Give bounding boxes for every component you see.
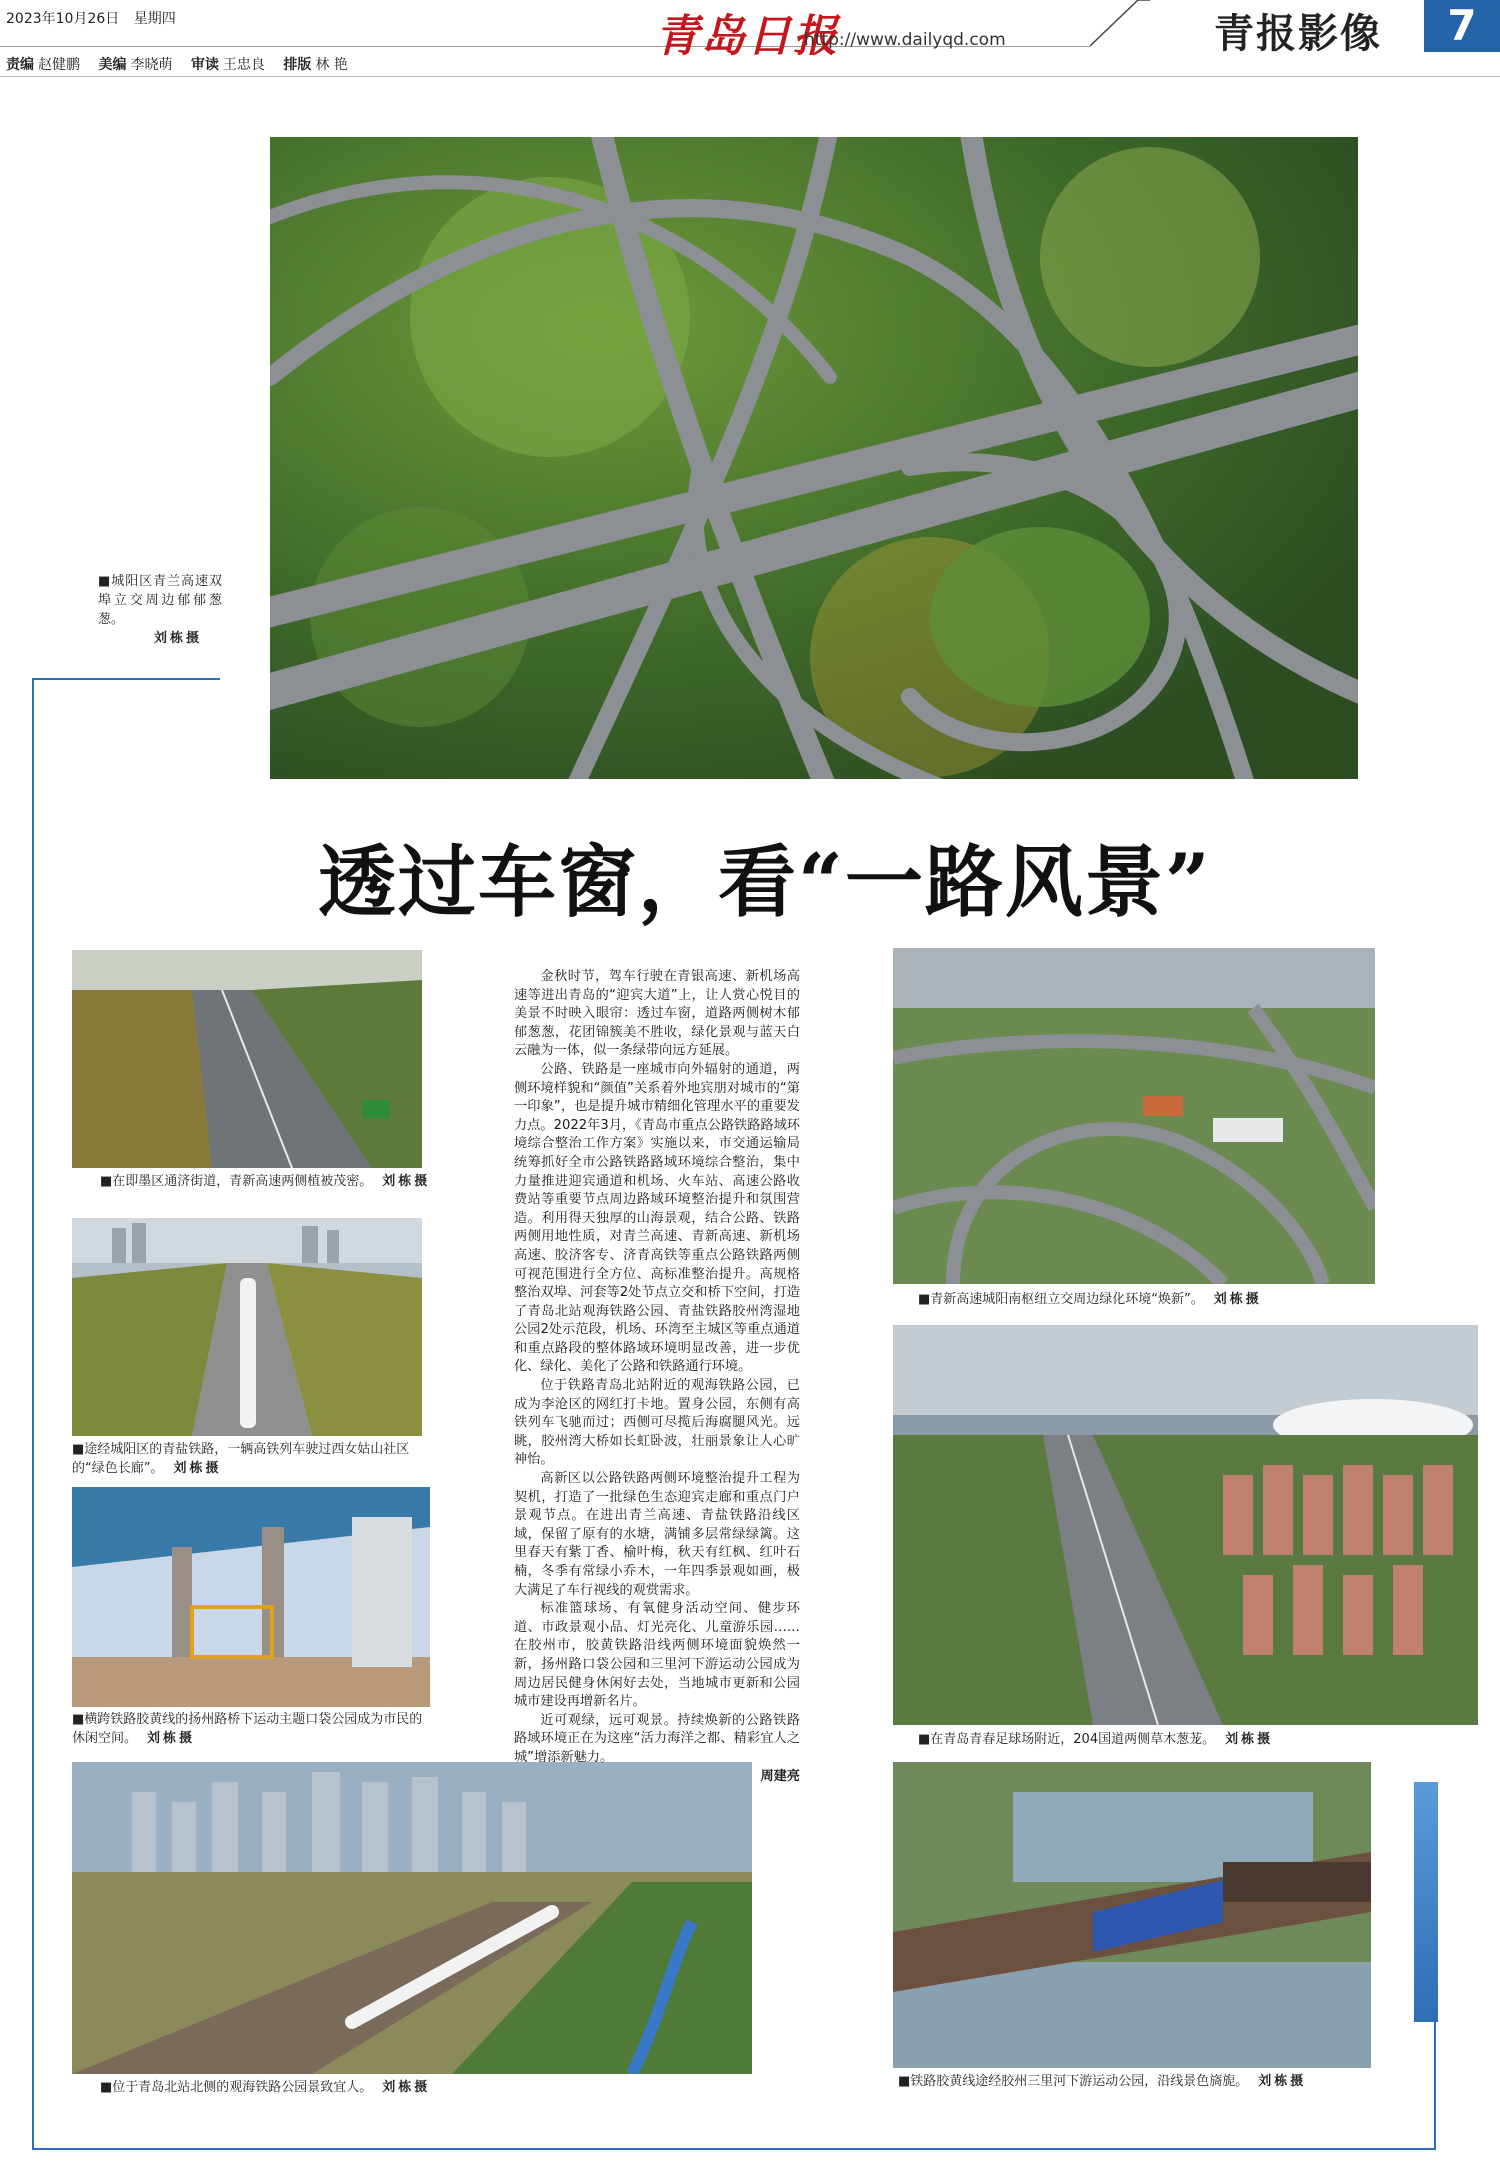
- photo-qingxin-expressway: [72, 950, 422, 1168]
- issue-date: [6, 8, 186, 28]
- website-link[interactable]: http://www.dailyqd.com: [804, 30, 1006, 50]
- credit-role: 责编: [6, 57, 34, 73]
- caption-text: ■在青岛青春足球场附近，204国道两侧草木葱茏。: [918, 1732, 1216, 1747]
- caption-text: ■青新高速城阳南枢纽立交周边绿化环境“焕新”。: [918, 1292, 1204, 1307]
- caption-l3: [72, 1710, 432, 1748]
- section-title: 青报影像: [1214, 10, 1382, 57]
- page-number: 7: [1424, 0, 1500, 52]
- caption-r2: [918, 1730, 1388, 1749]
- caption-l1: [100, 1172, 440, 1191]
- photo-interchange-aerial: [270, 137, 1358, 779]
- editor-credits: [6, 54, 362, 74]
- article-body: [514, 968, 800, 1786]
- caption-text: ■途经城阳区的青盐铁路，一辆高铁列车驶过西女姑山社区的“绿色长廊”。: [72, 1442, 410, 1476]
- credit-role: 美编: [98, 57, 127, 73]
- article-paragraph: 近可观绿，远可观景。持续焕新的公路铁路路域环境正在为这座“活力海洋之都、精彩宜人之城”增添新魅力。: [514, 1712, 800, 1765]
- photo-pocket-park: [72, 1487, 430, 1707]
- decorative-side-bar: [1414, 1782, 1438, 2022]
- header-bottom-rule: [0, 76, 1500, 77]
- newspaper-logo: 青岛日报: [655, 11, 839, 62]
- headline: 透过车窗，看“一路风景”: [318, 837, 1212, 928]
- frame-line-right: [1434, 2020, 1436, 2150]
- photo-national-road-204: [893, 1325, 1478, 1725]
- article-author: 周建亮: [760, 1768, 800, 1784]
- caption-top: [98, 572, 222, 648]
- photo-sanlihe-park-rail: [893, 1762, 1371, 2068]
- article-paragraph: 高新区以公路铁路两侧环境整治提升工程为契机，打造了一批绿色生态迎宾走廊和重点门户景观节点。在进出青兰高速、青盐铁路沿线区域，保留了原有的水塘，满铺多层常绿绿篱。这里春天有紫丁香、榆叶梅，秋天有红枫、红叶石楠，冬季有常绿小乔木，一年四季景观如画，极大满足了车行视线的观赏需求。: [514, 1471, 800, 1598]
- article-paragraph: 位于铁路青岛北站附近的观海铁路公园，已成为李沧区的网红打卡地。置身公园，东侧有高铁列车飞驰而过；西侧可尽揽后海腐腿风光。远眺，胶州湾大桥如长虹卧波，壮丽景象让人心旷神怡。: [514, 1378, 800, 1468]
- caption-credit: 刘栋摄: [147, 1731, 196, 1746]
- photo-chengyang-south-hub: [893, 948, 1375, 1284]
- caption-l4: [100, 2078, 720, 2097]
- photo-qingyan-railway: [72, 1218, 422, 1436]
- frame-line-top: [32, 678, 220, 680]
- caption-credit: 刘栋摄: [382, 2080, 431, 2095]
- credit-name: 林 艳: [315, 57, 348, 73]
- article-paragraph: 标准篮球场、有氧健身活动空间、健步环道、市政景观小品、灯光亮化、儿童游乐园……在胶州市，胶黄铁路沿线两侧环境面貌焕然一新，扬州路口袋公园和三里河下游运动公园成为周边居民健身休闲好去处，当地城市更新和公园城市建设再增新名片。: [514, 1601, 800, 1710]
- caption-l2: [72, 1440, 422, 1478]
- caption-text: ■铁路胶黄线途经胶州三里河下游运动公园，沿线景色旖旎。: [898, 2074, 1249, 2089]
- caption-credit: 刘栋摄: [173, 1461, 222, 1476]
- header-slant-rule: [1090, 0, 1150, 78]
- caption-credit: 刘栋摄: [1213, 1292, 1262, 1307]
- article-paragraph: 金秋时节，驾车行驶在青银高速、新机场高速等进出青岛的“迎宾大道”上，让人赏心悦目的美景不时映入眼帘：透过车窗，道路两侧树木郁郁葱葱，花团锦簇美不胜收，绿化景观与蓝天白云融为一体，似一条绿带向远方延展。: [514, 969, 800, 1059]
- caption-credit: 刘栋摄: [154, 631, 203, 646]
- caption-r1: [918, 1290, 1378, 1309]
- credit-role: 审读: [190, 57, 219, 73]
- article-paragraph: 公路、铁路是一座城市向外辐射的通道，两侧环境样貌和“颜值”关系着外地宾朋对城市的“第一印象”，也是提升城市精细化管理水平的重要发力点。2022年3月，《青岛市重点公路铁路路域环境综合整治工作方案》实施以来，市交通运输局统筹抓好全市公路铁路路域环境综合整治，集中力量推进迎宾通道和机场、火车站、高速公路收费站等重要节点周边路域环境整治提升和氛围营造。利用得天独厚的山海景观，结合公路、铁路两侧用地性质，对青兰高速、青新高速、新机场高速、胶济客专、济青高铁等重点公路铁路两侧可视范围进行全方位、高标准整治提升。高规格整治双埠、河套等2处节点立交和桥下空间，打造了青岛北站观海铁路公园、青盐铁路胶州湾湿地公园2处示范段，机场、环湾至主城区等重点通道和重点路段的整体路域环境明显改善，进一步优化、绿化、美化了公路和铁路通行环境。: [514, 1061, 800, 1375]
- frame-line-left: [32, 678, 34, 2150]
- caption-credit: 刘栋摄: [1225, 1732, 1274, 1747]
- caption-credit: 刘栋摄: [1258, 2074, 1307, 2089]
- credit-name: 李晓萌: [130, 57, 173, 73]
- weekday-text: 星期四: [133, 11, 176, 27]
- caption-credit: 刘栋摄: [382, 1174, 431, 1189]
- caption-text: ■横跨铁路胶黄线的扬州路桥下运动主题口袋公园成为市民的休闲空间。: [72, 1712, 423, 1746]
- credit-name: 王忠良: [222, 57, 265, 73]
- caption-text: ■在即墨区通济街道，青新高速两侧植被茂密。: [100, 1174, 373, 1189]
- credit-name: 赵健鹏: [38, 57, 80, 73]
- credit-role: 排版: [283, 57, 312, 73]
- photo-guanhai-railway-park: [72, 1762, 752, 2074]
- caption-r3: [898, 2072, 1368, 2091]
- caption-text: ■城阳区青兰高速双埠立交周边郁郁葱葱。: [98, 574, 222, 627]
- caption-text: ■位于青岛北站北侧的观海铁路公园景致宜人。: [100, 2080, 373, 2095]
- frame-line-bottom: [32, 2148, 1436, 2150]
- date-text: 2023年10月26日: [6, 11, 120, 27]
